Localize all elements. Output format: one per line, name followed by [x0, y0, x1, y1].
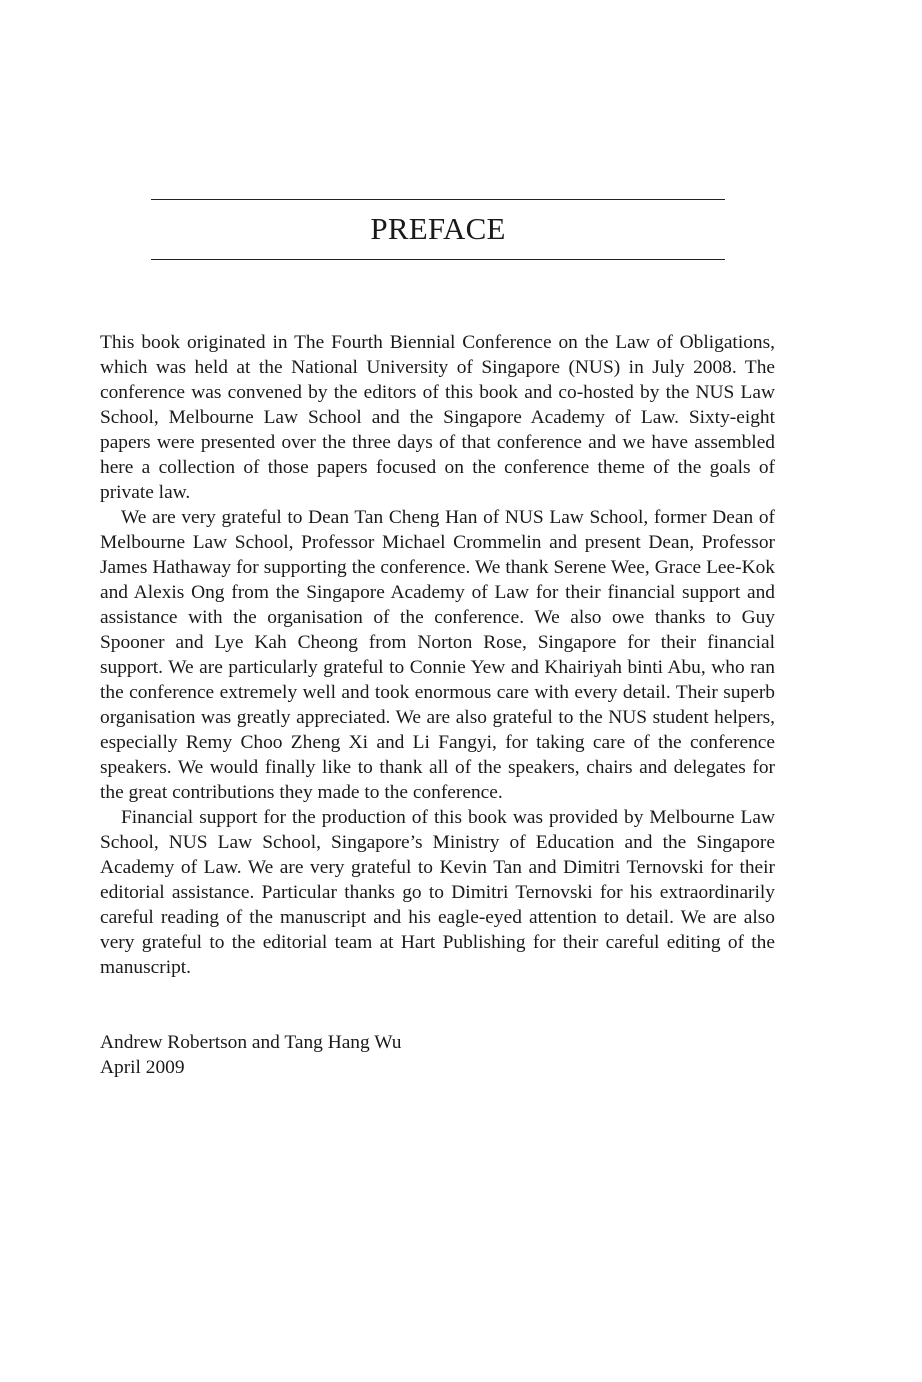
title-top-rule	[151, 199, 725, 200]
title-bottom-rule	[151, 259, 725, 260]
signature-date: April 2009	[100, 1057, 185, 1078]
page-title: PREFACE	[370, 211, 506, 246]
paragraph-origin: This book originated in The Fourth Biennial Conference on the Law of Obligations, which was held at the National University of Singapore (NUS) in July 2008. The conference was convened by the editors of this book and co-hosted by the NUS Law School, Melbourne Law School and the Singapore Academy of Law. Sixty-eight papers were presented over the three days of that conference and we have assembled here a collection of those papers focused on the conference theme of the goals of private law.	[100, 332, 775, 503]
paragraph-financial-support: Financial support for the production of this book was provided by Melbourne Law School, NUS Law School, Singapore’s Ministry of Education and the Singapore Academy of Law. We are very grateful to Kevin Tan and Dimitri Ternovski for their editorial assistance. Particular thanks go to Dimitri Ternovski for his extraordinarily careful reading of the manuscript and his eagle-eyed attention to detail. We are also very grateful to the editorial team at Hart Publishing for their careful editing of the manuscript.	[100, 807, 775, 978]
paragraph-acknowledgements: We are very grateful to Dean Tan Cheng Han of NUS Law School, former Dean of Melbourne Law School, Professor Michael Crommelin and present Dean, Professor James Hathaway for supporting the conference. We thank Serene Wee, Grace Lee-Kok and Alexis Ong from the Singapore Academy of Law for their financial support and assistance with the organisation of the conference. We also owe thanks to Guy Spooner and Lye Kah Cheong from Norton Rose, Singapore for their financial support. We are particularly grateful to Connie Yew and Khairiyah binti Abu, who ran the conference extremely well and took enormous care with every detail. Their superb organisation was greatly appreciated. We are also grateful to the NUS student helpers, especially Remy Choo Zheng Xi and Li Fangyi, for taking care of the conference speakers. We would finally like to thank all of the speakers, chairs and delegates for the great contributions they made to the conference.	[100, 507, 775, 803]
signature-authors: Andrew Robertson and Tang Hang Wu	[100, 1032, 402, 1053]
signature-block	[100, 1030, 401, 1080]
preface-body	[100, 330, 775, 980]
